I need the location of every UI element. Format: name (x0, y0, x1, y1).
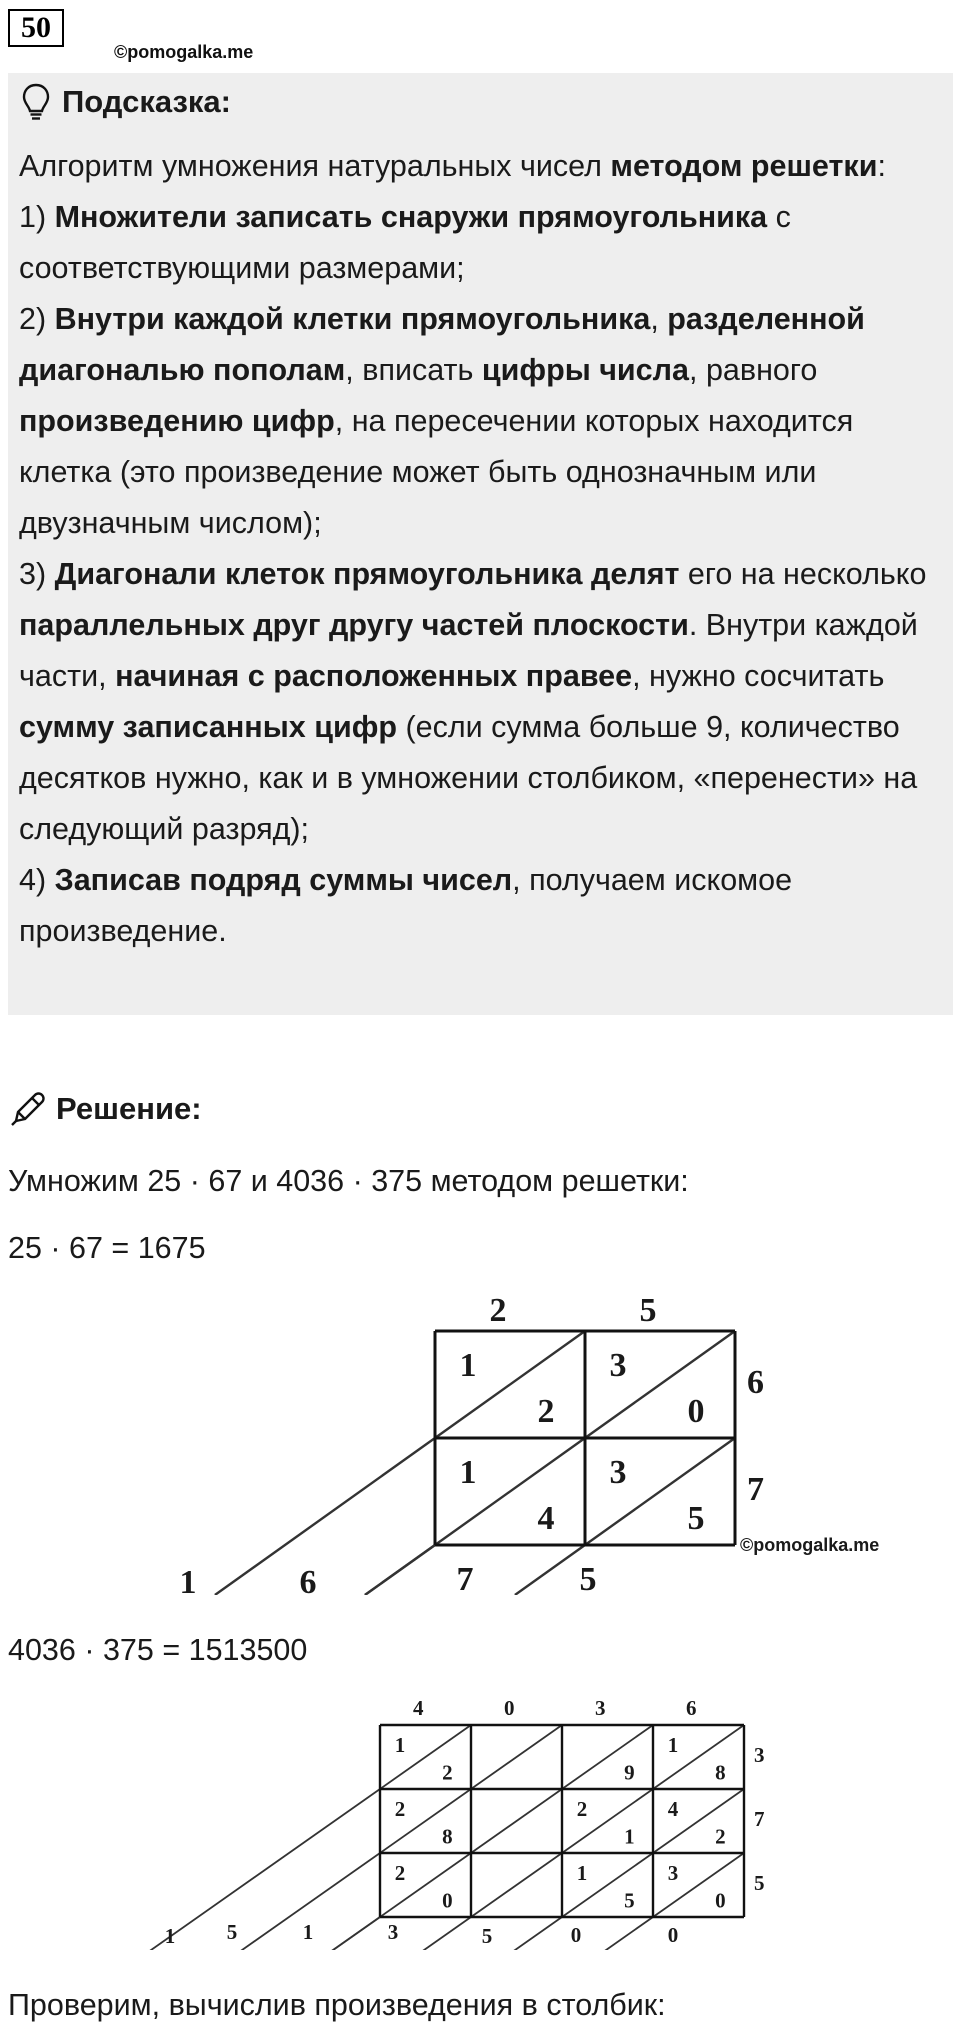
cell-tens-digit: 1 (667, 1732, 679, 1757)
cell-units-digit: 8 (442, 1824, 453, 1849)
example-2-equation: 4036 · 375 = 1513500 (8, 1633, 308, 1667)
right-digit: 5 (754, 1871, 765, 1896)
cell-units-digit: 5 (624, 1888, 635, 1913)
result-digit: 5 (579, 1561, 597, 1595)
cell-diagonal (562, 1853, 653, 1917)
cell-diagonal (471, 1789, 562, 1853)
top-digit: 5 (639, 1292, 657, 1329)
extension-diagonal (414, 1917, 471, 1950)
hint-text-run: разделенной диагональю пополам (19, 302, 865, 387)
cell-units-digit: 1 (624, 1824, 635, 1849)
cell-diagonal (653, 1789, 744, 1853)
cell-tens-digit: 1 (394, 1732, 406, 1757)
cell-diagonal (435, 1438, 585, 1545)
cell-units-digit: 4 (537, 1499, 555, 1537)
hint-text-run: . Внутри каждой части, (19, 608, 918, 693)
hint-text (19, 141, 944, 957)
cell-diagonal (653, 1725, 744, 1789)
cell-tens-digit: 3 (667, 1860, 679, 1885)
hint-box (8, 73, 953, 1015)
hint-text-run: 1) (19, 200, 55, 234)
hint-text-run: , (650, 302, 668, 336)
hint-text-run: его на несколько (679, 557, 927, 591)
hint-title: Подсказка: (62, 84, 231, 119)
check-text: Проверим, вычислив произведения в столбик: (8, 1988, 666, 2022)
result-digit: 0 (570, 1923, 582, 1947)
task-number: 50 (8, 9, 64, 47)
hint-paragraph-3 (19, 294, 944, 549)
pencil-icon (8, 1089, 48, 1129)
cell-tens-digit: 2 (394, 1860, 406, 1885)
result-digit: 5 (226, 1920, 238, 1944)
hint-paragraph-2 (19, 192, 944, 294)
extension-diagonal (596, 1917, 653, 1950)
cell-units-digit: 2 (442, 1760, 453, 1785)
hint-text-run: параллельных друг другу частей плоскости (19, 608, 689, 642)
cell-tens-digit: 4 (667, 1796, 679, 1821)
cell-diagonal (471, 1725, 562, 1789)
hint-text-run: Диагонали клеток прямоугольника делят (54, 557, 680, 591)
right-digit: 6 (747, 1364, 764, 1402)
cell-diagonal (653, 1853, 744, 1917)
hint-paragraph-4 (19, 549, 944, 855)
cell-diagonal (380, 1853, 471, 1917)
top-digit: 6 (685, 1696, 697, 1720)
hint-text-run: 3) (19, 557, 55, 591)
cell-diagonal (585, 1331, 735, 1438)
cell-units-digit: 0 (442, 1888, 453, 1913)
lattice-grid-2 (0, 1690, 960, 1950)
hint-text-run: начиная с расположенных правее (115, 659, 633, 693)
hint-text-run: Алгоритм умножения натуральных чисел (19, 149, 611, 183)
hint-text-run: : (877, 149, 886, 183)
example-1-equation: 25 · 67 = 1675 (8, 1231, 206, 1265)
cell-tens-digit: 2 (576, 1796, 588, 1821)
hint-paragraph-1 (19, 141, 944, 192)
cell-units-digit: 2 (715, 1824, 726, 1849)
top-digit: 2 (489, 1292, 507, 1329)
watermark: ©pomogalka.me (114, 42, 254, 62)
hint-text-run: , нужно сосчитать (632, 659, 885, 693)
result-digit: 3 (387, 1920, 399, 1944)
cell-tens-digit: 1 (576, 1860, 588, 1885)
extension-diagonal (515, 1545, 585, 1595)
solution-title: Решение: (56, 1091, 202, 1126)
hint-text-run: (если сумма больше 9, количество десятков нужно, как и в умножении столбиком, «перенести» на следующий разряд); (19, 710, 918, 846)
right-digit: 3 (754, 1743, 765, 1768)
hint-text-run: с соответствующими размерами; (19, 200, 791, 285)
extension-diagonal (505, 1917, 562, 1950)
cell-tens-digit: 3 (609, 1346, 627, 1384)
cell-diagonal (585, 1438, 735, 1545)
extension-diagonal (215, 1438, 435, 1595)
hint-text-run: 2) (19, 302, 55, 336)
result-digit: 7 (456, 1561, 474, 1595)
watermark: ©pomogalka.me (740, 1535, 880, 1555)
hint-header (22, 79, 231, 125)
hint-text-run: произведению цифр (19, 404, 335, 438)
top-digit: 0 (503, 1696, 515, 1720)
hint-text-run: Множители записать снаружи прямоугольника (54, 200, 768, 234)
result-digit: 1 (302, 1920, 314, 1944)
top-digit: 4 (412, 1696, 424, 1720)
extension-diagonal (141, 1789, 380, 1950)
cell-units-digit: 8 (715, 1760, 726, 1785)
hint-text-run: , на пересечении которых находится клетка (это произведение может быть однозначным или двузначным числом); (19, 404, 854, 540)
hint-text-run: , получаем искомое произведение. (19, 863, 793, 948)
extension-diagonal (365, 1545, 435, 1595)
lightbulb-icon (22, 83, 50, 121)
result-digit: 1 (179, 1564, 197, 1595)
hint-text-run: 4) (19, 863, 55, 897)
extension-diagonal (323, 1917, 380, 1950)
hint-text-run: методом решетки (610, 149, 878, 183)
right-digit: 7 (747, 1471, 764, 1509)
cell-diagonal (435, 1331, 585, 1438)
cell-diagonal (380, 1725, 471, 1789)
result-digit: 1 (164, 1924, 176, 1948)
cell-diagonal (380, 1789, 471, 1853)
solution-intro: Умножим 25 · 67 и 4036 · 375 методом решетки: (8, 1164, 689, 1198)
hint-text-run: Внутри каждой клетки прямоугольника (54, 302, 651, 336)
right-digit: 7 (754, 1807, 765, 1832)
result-digit: 0 (667, 1923, 679, 1947)
lattice-grid-1 (0, 1275, 960, 1595)
cell-diagonal (562, 1725, 653, 1789)
hint-text-run: цифры числа (481, 353, 689, 387)
cell-diagonal (562, 1789, 653, 1853)
result-digit: 6 (299, 1564, 317, 1595)
result-digit: 5 (481, 1924, 493, 1948)
cell-units-digit: 5 (687, 1499, 705, 1537)
cell-diagonal (471, 1853, 562, 1917)
hint-text-run: Записав подряд суммы чисел (54, 863, 513, 897)
cell-tens-digit: 2 (394, 1796, 406, 1821)
hint-text-run: сумму записанных цифр (19, 710, 398, 744)
cell-tens-digit: 1 (459, 1453, 477, 1491)
hint-paragraph-5 (19, 855, 944, 957)
cell-units-digit: 9 (624, 1760, 635, 1785)
hint-text-run: , вписать (345, 353, 482, 387)
hint-text-run: , равного (689, 353, 818, 387)
cell-units-digit: 0 (715, 1888, 726, 1913)
cell-units-digit: 0 (687, 1392, 705, 1430)
cell-tens-digit: 1 (459, 1346, 477, 1384)
cell-units-digit: 2 (537, 1392, 555, 1430)
cell-tens-digit: 3 (609, 1453, 627, 1491)
top-digit: 3 (594, 1696, 606, 1720)
solution-header (8, 1085, 202, 1133)
